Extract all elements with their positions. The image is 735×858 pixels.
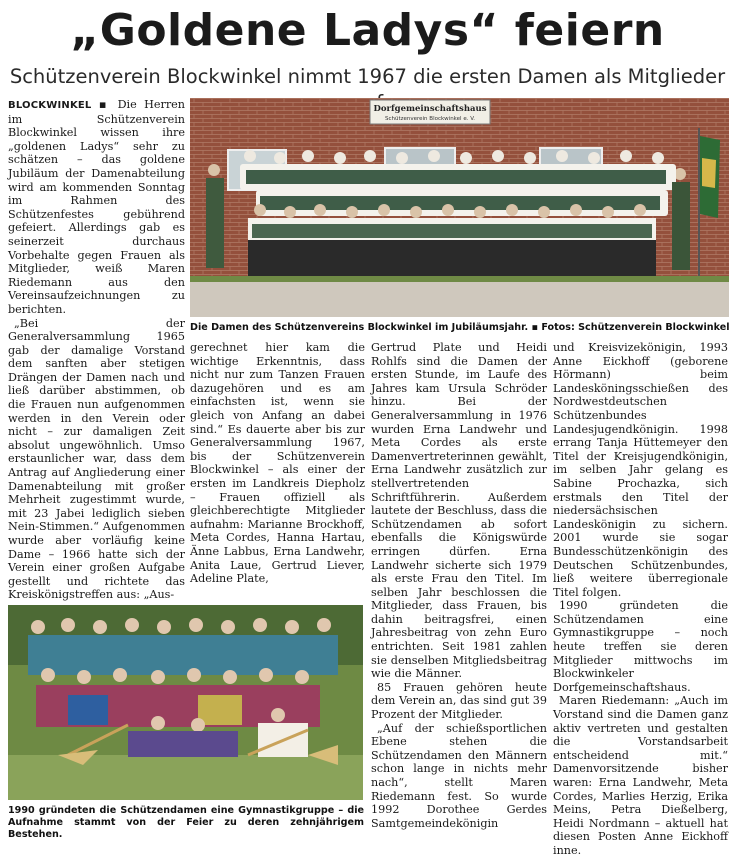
article-column-2 — [190, 341, 365, 587]
lead-text: ▪ Die Herren im Schützenverein Blockwinkel wissen ihre „goldenen Ladys“ sehr zu schätzen – das goldene Jubiläum der Damenabteilung wird am kommenden Sonntag im Rahmen des Schützenfestes gebührend gefeiert. Allerdings gab es seinerzeit durchaus Vorbehalte gegen Frauen als Mitglieder, weiß Maren Riedemann aus den Vereinsaufzeichnungen zu berichten. — [8, 98, 185, 316]
group-photo-gymnastics — [8, 605, 363, 800]
photo-caption-top: Die Damen des Schützenvereins Blockwinkel im Jubiläumsjahr. ▪ Fotos: Schützenverein Blockwinkel — [190, 322, 730, 333]
paragraph — [8, 98, 185, 317]
paragraph: und Kreisvizekönigin, 1993 Anne Eickhoff (geborene Hörmann) beim Landesköningsschießen des Nordwestdeutschen Schützenbundes Landesjugendkönigin. 1998 errang Tanja Hüttemeyer den Titel der Kreisjugendkönigin, im selben Jahr gelang es Sabine Prochazka, sich erstmals den Titel der niedersächsischen Landeskönigin zu sichern. 2001 wurde sie sogar Bundesschützenkönigin des Deutschen Schützenbundes, ließ weitere überregionale Titel folgen. — [553, 341, 728, 599]
article-column-4 — [553, 341, 728, 857]
headline: „Goldene Ladys“ feiern — [70, 5, 665, 56]
building-sign-text: Dorfgemeinschaftshaus — [373, 104, 487, 114]
paragraph: Gertrud Plate und Heidi Rohlfs sind die Damen der ersten Stunde, im Laufe des Jahres kam Ursula Schröder hinzu. Bei der Generalversammlung in 1976 wurden Erna Landwehr und Meta Cordes als erste Damenvertreterinnen gewählt, Erna Landwehr zusätzlich zur stellvertretenden Schriftführerin. Außerdem lautete der Beschluss, dass die Schützendamen ab sofort ebenfalls die Königswürde erringen dürfen. Erna Landwehr sicherte sich 1979 als erste Frau den Titel. Im selben Jahr beschlossen die Mitglieder, dass Frauen, bis dahin beitragsfrei, einen Jahresbeitrag von zehn Euro entrichten. Seit 1981 zahlen sie denselben Mitgliedsbeitrag wie die Männer. — [371, 341, 547, 681]
article-column-1 — [8, 98, 185, 602]
subheadline: Schützenverein Blockwinkel nimmt 1967 die ersten Damen als Mitglieder — [9, 65, 726, 88]
paragraph: gerechnet hier kam die wichtige Erkenntnis, dass nicht nur zum Tanzen Frauen dazugehören und es am einfachsten ist, wenn sie gleich von Anfang an dabei sind.“ Es dauerte aber bis zur Generalversammlung 1967, bis der Schützenverein Blockwinkel – als einer der ersten im Landkreis Diepholz – Frauen offiziell als gleichberechtigte Mitglieder aufnahm: Marianne Brockhoff, Meta Cordes, Hanna Hartau, Änne Labbus, Erna Landwehr, Anita Laue, Gertrud Liever, Adeline Plate, — [190, 341, 365, 586]
paragraph: „Bei der Generalversammlung 1965 gab der damalige Vorstand dem sanften aber stetigen Drängen der Damen nach und ließ darüber abstimmen, ob die Frauen nun aufgenommen werden in den Verein oder nicht – zur damaligen Zeit absolut ungewöhnlich. Umso erstaunlicher war, dass dem Antrag auf Angliederung einer Damenabteilung mit großer Mehrheit zugestimmt wurde, mit 23 Jabei lediglich sieben Nein-Stimmen.“ Aufgenommen wurde aber vorläufig keine Dame – 1966 hatte sich der Verein einer großen Aufgabe gestellt und richtete das Kreiskönigstreffen aus: „Aus- — [8, 316, 185, 602]
building-sign-subtext: Schützenverein Blockwinkel e. V. — [384, 116, 476, 122]
group-photo-jubilee — [190, 98, 729, 317]
paragraph: 85 Frauen gehören heute dem Verein an, das sind gut 39 Prozent der Mitglieder. — [371, 680, 547, 722]
photo-caption-bottom: 1990 gründeten die Schützendamen eine Gymnastikgruppe – die Aufnahme stammt von der Feier zu deren zehnjährigem Bestehen. — [8, 805, 364, 840]
article-column-3 — [371, 341, 547, 835]
paragraph: Maren Riedemann: „Auch im Vorstand sind die Damen ganz aktiv vertreten und gestalten die Vorstandsarbeit entscheidend mit.“ Damenvorsitzende bisher waren: Erna Landwehr, Meta Cordes, Marlies Herzig, Erika Meins, Petra Dießelberg, Heidi Nordmann – aktuell hat diesen Posten Anne Eickhoff inne. — [553, 694, 728, 857]
paragraph: 1990 gründeten die Schützendamen eine Gymnastikgruppe – noch heute treffen sie deren Mitglieder mittwochs im Blockwinkeler Dorfgemeinschaftshaus. — [553, 599, 728, 694]
paragraph: „Auf der schießsportlichen Ebene stehen die Schützendamen den Männern schon lange in nichts mehr nach“, stellt Maren Riedemann fest. So wurde 1992 Dorothee Gerdes Samtgemeindekönigin — [371, 721, 547, 830]
dateline: BLOCKWINKEL — [8, 100, 92, 111]
